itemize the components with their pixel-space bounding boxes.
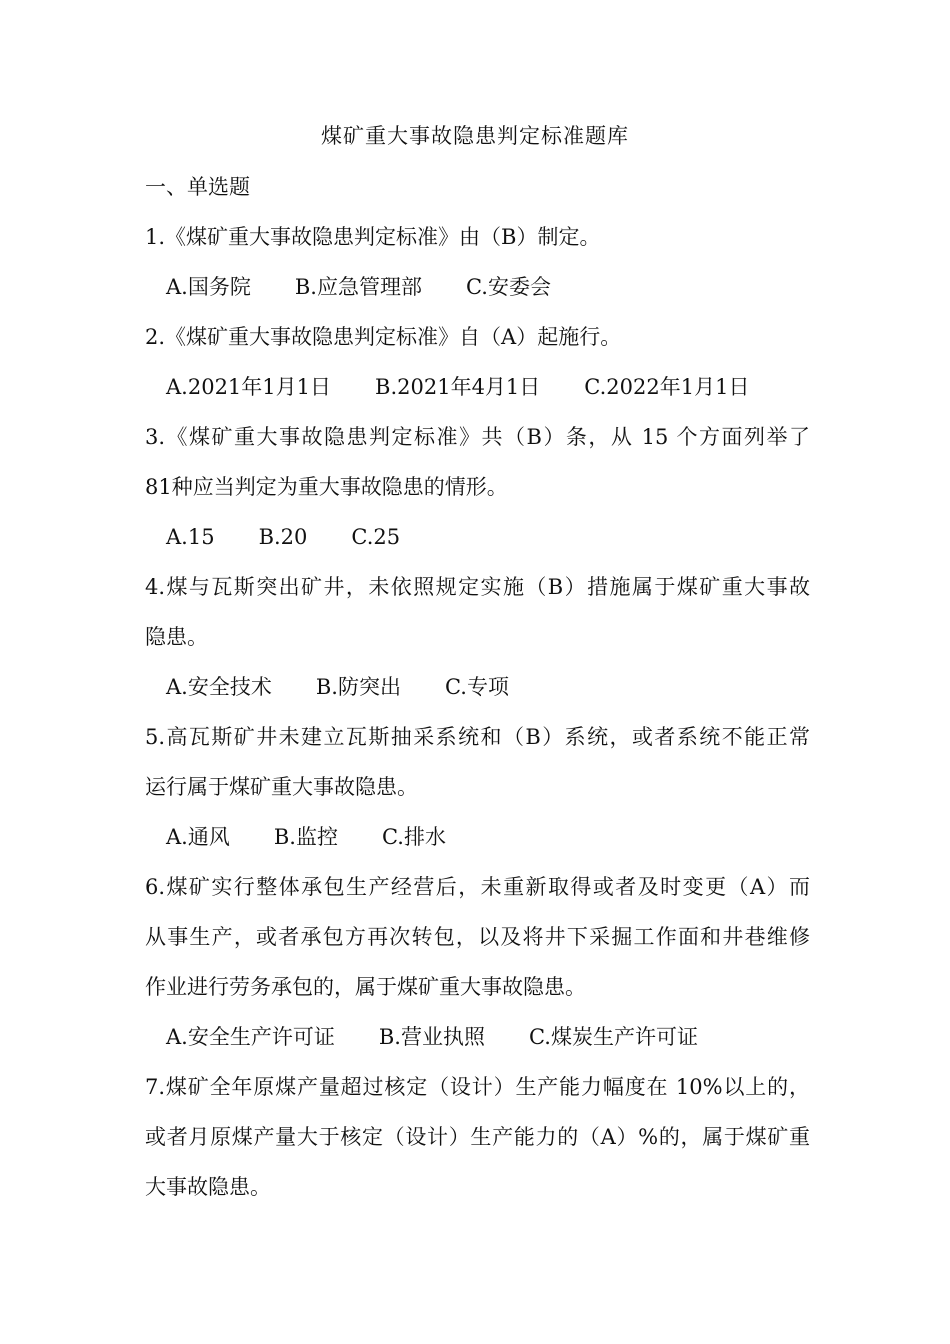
question-5: [145, 712, 810, 862]
option-b: B.应急管理部: [294, 275, 422, 299]
section-heading: 一、单选题: [145, 175, 250, 199]
question-7: [145, 1062, 810, 1212]
option-c: C.煤炭生产许可证: [528, 1025, 698, 1049]
question-options: [145, 1012, 810, 1062]
question-text: 从事生产，或者承包方再次转包，以及将井下采掘工作面和井巷维修: [145, 925, 810, 949]
question-options: [145, 662, 810, 712]
question-1: [145, 212, 810, 312]
document-title: 煤矿重大事故隐患判定标准题库: [321, 124, 629, 148]
option-c: C.2022年1月1日: [584, 375, 750, 399]
option-a: A.通风: [166, 825, 230, 849]
question-options: [145, 812, 810, 862]
option-a: A.2021年1月1日: [166, 375, 332, 399]
option-a: A.安全技术: [166, 675, 272, 699]
option-a: A.安全生产许可证: [166, 1025, 335, 1049]
option-c: C.排水: [381, 825, 446, 849]
question-text: 81种应当判定为重大事故隐患的情形。: [145, 475, 508, 499]
question-text: 2.《煤矿重大事故隐患判定标准》自（A）起施行。: [145, 325, 622, 349]
option-c: C.25: [351, 525, 401, 549]
option-b: B.20: [258, 525, 308, 549]
option-b: B.营业执照: [378, 1025, 485, 1049]
question-2: [145, 312, 810, 412]
option-c: C.专项: [444, 675, 509, 699]
question-text: 隐患。: [145, 625, 208, 649]
option-a: A.国务院: [166, 275, 251, 299]
question-6: [145, 862, 810, 1062]
question-text: 或者月原煤产量大于核定（设计）生产能力的（A）%的，属于煤矿重: [145, 1125, 810, 1149]
option-b: B.防突出: [315, 675, 401, 699]
question-text: 运行属于煤矿重大事故隐患。: [145, 775, 418, 799]
question-text: 1.《煤矿重大事故隐患判定标准》由（B）制定。: [145, 225, 601, 249]
question-text: 4.煤与瓦斯突出矿井，未依照规定实施（B）措施属于煤矿重大事故: [145, 575, 810, 599]
question-options: [145, 512, 810, 562]
option-c: C.安委会: [465, 275, 551, 299]
option-b: B.2021年4月1日: [375, 375, 541, 399]
question-text: 6.煤矿实行整体承包生产经营后，未重新取得或者及时变更（A）而: [145, 875, 810, 899]
document-content: [145, 162, 810, 1212]
option-b: B.监控: [273, 825, 338, 849]
question-text: 作业进行劳务承包的，属于煤矿重大事故隐患。: [145, 975, 586, 999]
question-options: [145, 262, 810, 312]
question-4: [145, 562, 810, 712]
question-options: [145, 362, 810, 412]
question-3: [145, 412, 810, 562]
question-text: 7.煤矿全年原煤产量超过核定（设计）生产能力幅度在 10%以上的，: [145, 1075, 810, 1099]
question-text: 3.《煤矿重大事故隐患判定标准》共（B）条，从 15 个方面列举了: [145, 425, 810, 449]
question-text: 5.高瓦斯矿井未建立瓦斯抽采系统和（B）系统，或者系统不能正常: [145, 725, 810, 749]
question-text: 大事故隐患。: [145, 1175, 271, 1199]
option-a: A.15: [166, 525, 215, 549]
